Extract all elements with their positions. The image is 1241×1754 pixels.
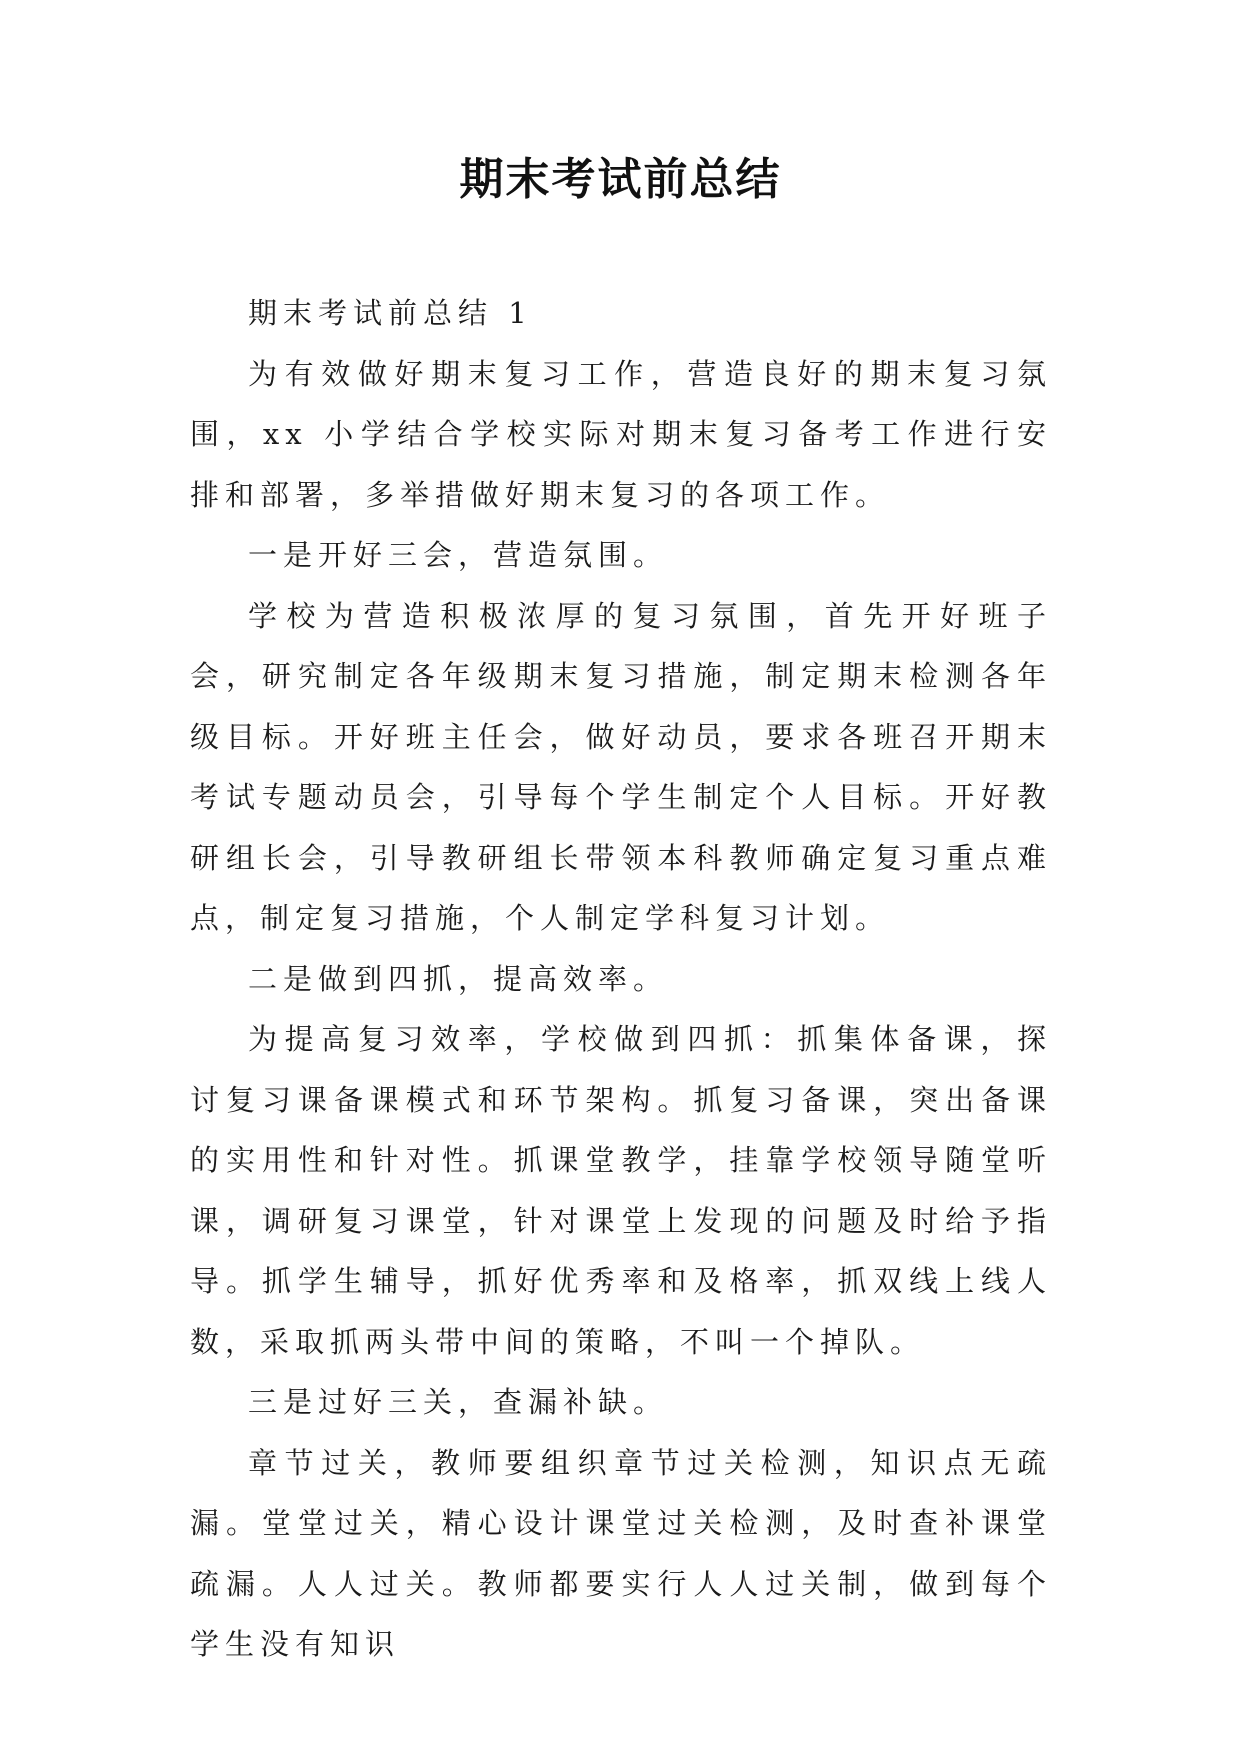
paragraph: 学校为营造积极浓厚的复习氛围，首先开好班子会，研究制定各年级期末复习措施，制定期末检测各年级目标。开好班主任会，做好动员，要求各班召开期末考试专题动员会，引导每个学生制定个人目标。开好教研组长会，引导教研组长带领本科教师确定复习重点难点，制定复习措施，个人制定学科复习计划。 [190,598,1052,935]
paragraph-heading: 二是做到四抓，提高效率。 [248,961,669,996]
document-title: 期末考试前总结 [459,154,782,205]
document-body [190,283,1052,1675]
paragraph: 章节过关，教师要组织章节过关检测，知识点无疏漏。堂堂过关，精心设计课堂过关检测，及时查补课堂疏漏。人人过关。教师都要实行人人过关制，做到每个学生没有知识 [190,1445,1052,1661]
paragraph-heading: 三是过好三关，查漏补缺。 [248,1385,669,1419]
section-heading: 期末考试前总结 1 [248,296,533,330]
paragraph-heading: 一是开好三会，营造氛围。 [248,538,669,572]
paragraph: 为提高复习效率，学校做到四抓：抓集体备课，探讨复习课备课模式和环节架构。抓复习备课，突出备课的实用性和针对性。抓课堂教学，挂靠学校领导随堂听课，调研复习课堂，针对课堂上发现的问题及时给予指导。抓学生辅导，抓好优秀率和及格率，抓双线上线人数，采取抓两头带中间的策略，不叫一个掉队。 [190,1022,1052,1359]
paragraph: 为有效做好期末复习工作，营造良好的期末复习氛围，xx 小学结合学校实际对期末复习备考工作进行安排和部署，多举措做好期末复习的各项工作。 [190,356,1052,512]
